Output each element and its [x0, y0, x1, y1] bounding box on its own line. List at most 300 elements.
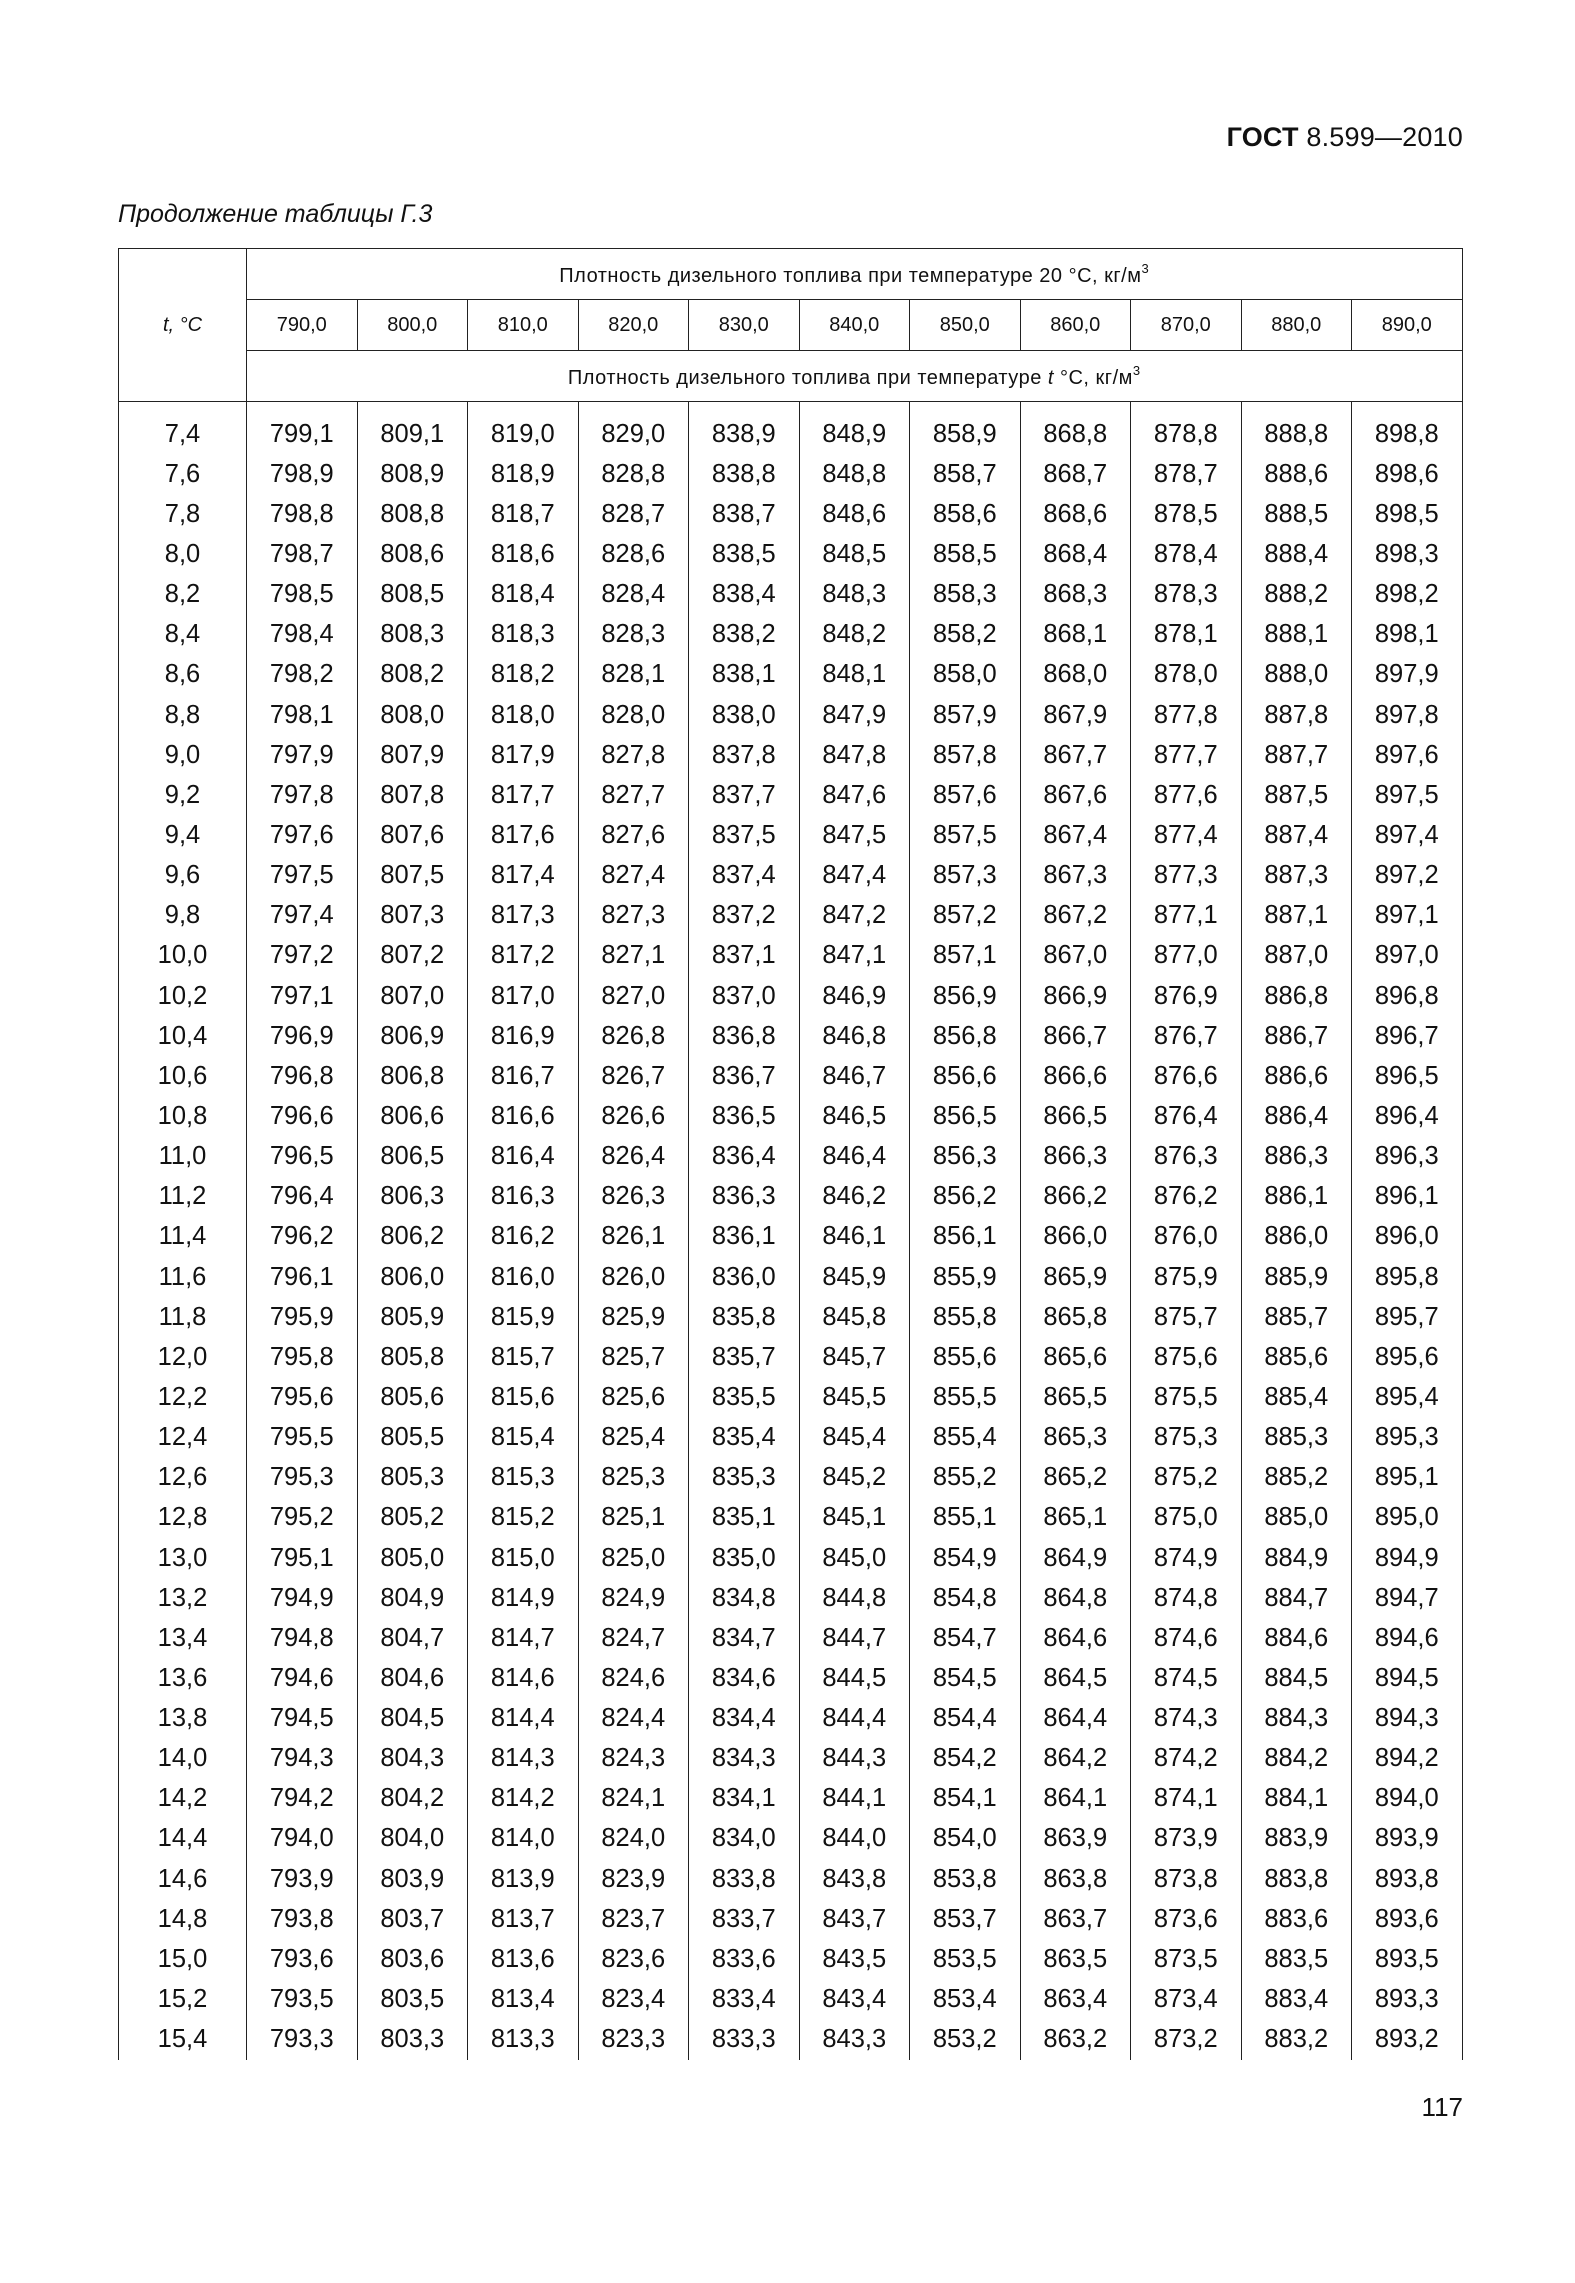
temperature-cell: 14,4: [119, 1819, 247, 1859]
temperature-cell: 12,8: [119, 1498, 247, 1538]
row-header-temperature: t, °C: [119, 249, 247, 402]
table-row: [119, 1939, 1463, 1979]
table-body: [119, 402, 1463, 2060]
density-cell: 863,9: [1020, 1819, 1131, 1859]
density-cell: 856,6: [910, 1056, 1021, 1096]
density-cell: 845,1: [799, 1498, 910, 1538]
density-cell: 893,3: [1352, 1979, 1463, 2019]
density-cell: 815,9: [468, 1297, 579, 1337]
density-cell: 847,9: [799, 695, 910, 735]
temperature-cell: 12,0: [119, 1337, 247, 1377]
bottom-header-post: °С, кг/м: [1053, 366, 1133, 389]
density-cell: 816,7: [468, 1056, 579, 1096]
table-row: [119, 414, 1463, 454]
density-cell: 896,5: [1352, 1056, 1463, 1096]
density-cell: 826,1: [578, 1217, 689, 1257]
density-cell: 878,7: [1131, 454, 1242, 494]
density-cell: 883,4: [1241, 1979, 1352, 2019]
density-cell: 814,2: [468, 1779, 579, 1819]
table-row: [119, 1779, 1463, 1819]
density-cell: 865,3: [1020, 1418, 1131, 1458]
density-cell: 874,1: [1131, 1779, 1242, 1819]
density-cell: 794,8: [247, 1618, 358, 1658]
density-cell: 795,3: [247, 1458, 358, 1498]
density-cell: 855,8: [910, 1297, 1021, 1337]
density-cell: 888,6: [1241, 454, 1352, 494]
temperature-cell: 14,6: [119, 1859, 247, 1899]
density-cell: 896,0: [1352, 1217, 1463, 1257]
density-cell: 845,8: [799, 1297, 910, 1337]
density-cell: 804,0: [357, 1819, 468, 1859]
density-cell: 814,3: [468, 1739, 579, 1779]
column-header: 870,0: [1131, 300, 1242, 351]
density-cell: 847,6: [799, 775, 910, 815]
density-cell: 855,2: [910, 1458, 1021, 1498]
density-cell: 895,7: [1352, 1297, 1463, 1337]
table-row: [119, 1859, 1463, 1899]
density-cell: 814,7: [468, 1618, 579, 1658]
density-cell: 803,6: [357, 1939, 468, 1979]
density-cell: 874,3: [1131, 1699, 1242, 1739]
density-cell: 823,3: [578, 2020, 689, 2060]
density-cell: 866,7: [1020, 1016, 1131, 1056]
density-cell: 796,9: [247, 1016, 358, 1056]
temperature-cell: 7,6: [119, 454, 247, 494]
density-cell: 867,9: [1020, 695, 1131, 735]
density-cell: 826,4: [578, 1137, 689, 1177]
table-row: [119, 1979, 1463, 2019]
temperature-cell: 13,8: [119, 1699, 247, 1739]
temperature-cell: 8,8: [119, 695, 247, 735]
density-cell: 836,4: [689, 1137, 800, 1177]
density-cell: 866,5: [1020, 1096, 1131, 1136]
density-cell: 886,6: [1241, 1056, 1352, 1096]
density-cell: 834,6: [689, 1658, 800, 1698]
density-cell: 865,8: [1020, 1297, 1131, 1337]
table-row: [119, 1137, 1463, 1177]
density-cell: 877,0: [1131, 936, 1242, 976]
density-cell: 824,0: [578, 1819, 689, 1859]
density-cell: 853,2: [910, 2020, 1021, 2060]
density-cell: 837,1: [689, 936, 800, 976]
density-cell: 848,9: [799, 414, 910, 454]
density-cell: 826,7: [578, 1056, 689, 1096]
density-cell: 793,8: [247, 1899, 358, 1939]
density-cell: 817,7: [468, 775, 579, 815]
density-cell: 877,3: [1131, 856, 1242, 896]
density-cell: 814,6: [468, 1658, 579, 1698]
density-cell: 885,4: [1241, 1377, 1352, 1417]
density-cell: 795,1: [247, 1538, 358, 1578]
density-cell: 887,4: [1241, 815, 1352, 855]
temperature-cell: 9,0: [119, 735, 247, 775]
density-cell: 807,2: [357, 936, 468, 976]
density-cell: 814,4: [468, 1699, 579, 1739]
temperature-cell: 10,4: [119, 1016, 247, 1056]
temperature-cell: 12,2: [119, 1377, 247, 1417]
density-cell: 894,7: [1352, 1578, 1463, 1618]
density-cell: 825,0: [578, 1538, 689, 1578]
table-row: [119, 896, 1463, 936]
temperature-cell: 15,2: [119, 1979, 247, 2019]
density-cell: 847,8: [799, 735, 910, 775]
density-cell: 856,5: [910, 1096, 1021, 1136]
density-cell: 853,4: [910, 1979, 1021, 2019]
density-cell: 837,2: [689, 896, 800, 936]
density-cell: 795,5: [247, 1418, 358, 1458]
column-header: 850,0: [910, 300, 1021, 351]
density-cell: 835,1: [689, 1498, 800, 1538]
density-cell: 794,0: [247, 1819, 358, 1859]
table-row: [119, 575, 1463, 615]
density-cell: 898,6: [1352, 454, 1463, 494]
temperature-cell: 11,2: [119, 1177, 247, 1217]
density-cell: 843,4: [799, 1979, 910, 2019]
density-cell: 858,2: [910, 615, 1021, 655]
density-cell: 876,6: [1131, 1056, 1242, 1096]
density-cell: 864,1: [1020, 1779, 1131, 1819]
density-cell: 846,2: [799, 1177, 910, 1217]
density-cell: 835,5: [689, 1377, 800, 1417]
density-cell: 857,2: [910, 896, 1021, 936]
density-cell: 827,7: [578, 775, 689, 815]
density-cell: 808,3: [357, 615, 468, 655]
temperature-cell: 13,0: [119, 1538, 247, 1578]
density-cell: 795,8: [247, 1337, 358, 1377]
table-row: [119, 1257, 1463, 1297]
density-cell: 875,9: [1131, 1257, 1242, 1297]
density-cell: 877,1: [1131, 896, 1242, 936]
density-cell: 806,5: [357, 1137, 468, 1177]
table-row: [119, 454, 1463, 494]
density-cell: 824,1: [578, 1779, 689, 1819]
density-cell: 798,5: [247, 575, 358, 615]
top-header-sup: 3: [1141, 260, 1150, 276]
density-cell: 794,2: [247, 1779, 358, 1819]
table-row: [119, 856, 1463, 896]
density-cell: 805,2: [357, 1498, 468, 1538]
column-header: 790,0: [247, 300, 358, 351]
density-cell: 845,5: [799, 1377, 910, 1417]
density-cell: 828,8: [578, 454, 689, 494]
density-cell: 897,6: [1352, 735, 1463, 775]
density-cell: 865,6: [1020, 1337, 1131, 1377]
density-cell: 866,3: [1020, 1137, 1131, 1177]
density-cell: 884,2: [1241, 1739, 1352, 1779]
density-cell: 854,8: [910, 1578, 1021, 1618]
density-cell: 835,0: [689, 1538, 800, 1578]
density-cell: 828,4: [578, 575, 689, 615]
density-cell: 848,3: [799, 575, 910, 615]
table-caption: Продолжение таблицы Г.3: [118, 200, 433, 228]
density-cell: 846,7: [799, 1056, 910, 1096]
density-cell: 876,4: [1131, 1096, 1242, 1136]
temperature-cell: 11,0: [119, 1137, 247, 1177]
density-cell: 815,4: [468, 1418, 579, 1458]
density-cell: 803,5: [357, 1979, 468, 2019]
density-cell: 807,9: [357, 735, 468, 775]
density-cell: 894,5: [1352, 1658, 1463, 1698]
density-cell: 814,9: [468, 1578, 579, 1618]
density-cell: 895,8: [1352, 1257, 1463, 1297]
density-cell: 844,3: [799, 1739, 910, 1779]
density-cell: 806,2: [357, 1217, 468, 1257]
density-cell: 823,4: [578, 1979, 689, 2019]
temperature-cell: 13,2: [119, 1578, 247, 1618]
density-cell: 803,7: [357, 1899, 468, 1939]
temperature-cell: 10,8: [119, 1096, 247, 1136]
density-cell: 796,6: [247, 1096, 358, 1136]
density-cell: 823,9: [578, 1859, 689, 1899]
density-cell: 825,3: [578, 1458, 689, 1498]
density-cell: 829,0: [578, 414, 689, 454]
density-cell: 887,7: [1241, 735, 1352, 775]
density-cell: 873,9: [1131, 1819, 1242, 1859]
table-row: [119, 1217, 1463, 1257]
density-cell: 838,8: [689, 454, 800, 494]
top-header: [247, 249, 1463, 300]
density-cell: 793,6: [247, 1939, 358, 1979]
table-row: [119, 1096, 1463, 1136]
density-cell: 827,4: [578, 856, 689, 896]
density-cell: 837,7: [689, 775, 800, 815]
density-cell: 878,0: [1131, 655, 1242, 695]
temperature-cell: 9,8: [119, 896, 247, 936]
density-cell: 805,8: [357, 1337, 468, 1377]
density-cell: 797,8: [247, 775, 358, 815]
density-cell: 797,1: [247, 976, 358, 1016]
table-row: [119, 615, 1463, 655]
temperature-cell: 14,8: [119, 1899, 247, 1939]
density-cell: 856,3: [910, 1137, 1021, 1177]
density-cell: 823,6: [578, 1939, 689, 1979]
density-cell: 838,9: [689, 414, 800, 454]
density-cell: 813,7: [468, 1899, 579, 1939]
density-cell: 827,3: [578, 896, 689, 936]
density-cell: 867,4: [1020, 815, 1131, 855]
table-row: [119, 936, 1463, 976]
density-cell: 867,7: [1020, 735, 1131, 775]
density-cell: 846,4: [799, 1137, 910, 1177]
density-cell: 887,5: [1241, 775, 1352, 815]
density-cell: 796,8: [247, 1056, 358, 1096]
density-cell: 885,3: [1241, 1418, 1352, 1458]
density-cell: 834,0: [689, 1819, 800, 1859]
density-cell: 809,1: [357, 414, 468, 454]
bottom-header-pre: Плотность дизельного топлива при температуре: [567, 366, 1048, 389]
density-cell: 807,5: [357, 856, 468, 896]
density-cell: 878,5: [1131, 494, 1242, 534]
density-cell: 873,6: [1131, 1899, 1242, 1939]
density-cell: 887,8: [1241, 695, 1352, 735]
density-cell: 818,2: [468, 655, 579, 695]
density-cell: 886,3: [1241, 1137, 1352, 1177]
density-cell: 886,4: [1241, 1096, 1352, 1136]
density-cell: 885,2: [1241, 1458, 1352, 1498]
density-cell: 858,3: [910, 575, 1021, 615]
density-cell: 819,0: [468, 414, 579, 454]
density-cell: 808,2: [357, 655, 468, 695]
density-cell: 875,2: [1131, 1458, 1242, 1498]
density-cell: 827,6: [578, 815, 689, 855]
density-cell: 896,8: [1352, 976, 1463, 1016]
density-cell: 874,5: [1131, 1658, 1242, 1698]
density-cell: 868,3: [1020, 575, 1131, 615]
density-cell: 858,9: [910, 414, 1021, 454]
density-cell: 835,7: [689, 1337, 800, 1377]
table-row: [119, 1538, 1463, 1578]
density-cell: 808,6: [357, 534, 468, 574]
column-header: 840,0: [799, 300, 910, 351]
density-cell: 854,5: [910, 1658, 1021, 1698]
density-cell: 898,3: [1352, 534, 1463, 574]
density-cell: 805,6: [357, 1377, 468, 1417]
density-cell: 798,4: [247, 615, 358, 655]
top-header-text: Плотность дизельного топлива при температуре 20 °С, кг/м: [559, 264, 1142, 287]
density-cell: 805,5: [357, 1418, 468, 1458]
density-cell: 818,3: [468, 615, 579, 655]
density-cell: 853,7: [910, 1899, 1021, 1939]
density-cell: 894,3: [1352, 1699, 1463, 1739]
density-cell: 855,9: [910, 1257, 1021, 1297]
temperature-cell: 11,4: [119, 1217, 247, 1257]
density-cell: 863,7: [1020, 1899, 1131, 1939]
density-cell: 885,0: [1241, 1498, 1352, 1538]
density-cell: 805,0: [357, 1538, 468, 1578]
density-cell: 887,1: [1241, 896, 1352, 936]
temperature-cell: 13,6: [119, 1658, 247, 1698]
header-gap: [119, 402, 1463, 415]
density-cell: 873,5: [1131, 1939, 1242, 1979]
table-row: [119, 976, 1463, 1016]
density-cell: 884,1: [1241, 1779, 1352, 1819]
density-cell: 867,3: [1020, 856, 1131, 896]
density-cell: 797,9: [247, 735, 358, 775]
density-cell: 874,8: [1131, 1578, 1242, 1618]
density-cell: 843,8: [799, 1859, 910, 1899]
temperature-cell: 10,6: [119, 1056, 247, 1096]
density-cell: 803,9: [357, 1859, 468, 1899]
table-row: [119, 1458, 1463, 1498]
density-cell: 807,0: [357, 976, 468, 1016]
density-cell: 857,3: [910, 856, 1021, 896]
density-cell: 887,3: [1241, 856, 1352, 896]
density-cell: 846,8: [799, 1016, 910, 1056]
density-cell: 835,3: [689, 1458, 800, 1498]
temperature-cell: 9,4: [119, 815, 247, 855]
temperature-cell: 7,4: [119, 414, 247, 454]
density-cell: 855,6: [910, 1337, 1021, 1377]
table-row: [119, 655, 1463, 695]
temperature-cell: 15,0: [119, 1939, 247, 1979]
density-cell: 886,7: [1241, 1016, 1352, 1056]
density-cell: 816,9: [468, 1016, 579, 1056]
density-cell: 794,6: [247, 1658, 358, 1698]
density-cell: 836,5: [689, 1096, 800, 1136]
density-cell: 884,6: [1241, 1618, 1352, 1658]
density-cell: 844,7: [799, 1618, 910, 1658]
density-cell: 804,3: [357, 1739, 468, 1779]
density-cell: 884,3: [1241, 1699, 1352, 1739]
density-cell: 893,9: [1352, 1819, 1463, 1859]
bottom-header-var: t: [1047, 366, 1054, 389]
density-cell: 815,0: [468, 1538, 579, 1578]
density-cell: 865,5: [1020, 1377, 1131, 1417]
density-cell: 896,7: [1352, 1016, 1463, 1056]
density-cell: 848,1: [799, 655, 910, 695]
density-cell: 826,0: [578, 1257, 689, 1297]
density-cell: 868,7: [1020, 454, 1131, 494]
density-cell: 864,5: [1020, 1658, 1131, 1698]
temperature-cell: 12,6: [119, 1458, 247, 1498]
density-cell: 854,0: [910, 1819, 1021, 1859]
density-cell: 824,6: [578, 1658, 689, 1698]
table-row: [119, 534, 1463, 574]
density-cell: 877,8: [1131, 695, 1242, 735]
density-cell: 797,4: [247, 896, 358, 936]
table-row: [119, 735, 1463, 775]
density-cell: 835,8: [689, 1297, 800, 1337]
density-cell: 888,5: [1241, 494, 1352, 534]
density-cell: 833,4: [689, 1979, 800, 2019]
density-cell: 798,7: [247, 534, 358, 574]
density-cell: 807,6: [357, 815, 468, 855]
density-cell: 827,8: [578, 735, 689, 775]
bottom-header: [247, 351, 1463, 402]
density-cell: 866,9: [1020, 976, 1131, 1016]
density-cell: 817,6: [468, 815, 579, 855]
density-cell: 857,1: [910, 936, 1021, 976]
density-cell: 796,4: [247, 1177, 358, 1217]
density-cell: 857,8: [910, 735, 1021, 775]
density-cell: 878,3: [1131, 575, 1242, 615]
density-cell: 864,4: [1020, 1699, 1131, 1739]
density-cell: 884,7: [1241, 1578, 1352, 1618]
density-cell: 844,4: [799, 1699, 910, 1739]
density-cell: 828,7: [578, 494, 689, 534]
density-cell: 878,1: [1131, 615, 1242, 655]
density-cell: 868,1: [1020, 615, 1131, 655]
density-cell: 895,6: [1352, 1337, 1463, 1377]
density-cell: 867,6: [1020, 775, 1131, 815]
density-cell: 854,4: [910, 1699, 1021, 1739]
density-cell: 883,9: [1241, 1819, 1352, 1859]
temperature-cell: 11,6: [119, 1257, 247, 1297]
density-cell: 844,1: [799, 1779, 910, 1819]
density-cell: 885,6: [1241, 1337, 1352, 1377]
density-cell: 897,5: [1352, 775, 1463, 815]
column-header: 890,0: [1352, 300, 1463, 351]
table-row: [119, 1297, 1463, 1337]
table-row: [119, 1819, 1463, 1859]
column-header: 810,0: [468, 300, 579, 351]
density-cell: 895,3: [1352, 1418, 1463, 1458]
density-cell: 873,8: [1131, 1859, 1242, 1899]
density-cell: 836,0: [689, 1257, 800, 1297]
density-cell: 857,5: [910, 815, 1021, 855]
density-cell: 897,1: [1352, 896, 1463, 936]
density-cell: 854,9: [910, 1538, 1021, 1578]
density-cell: 848,8: [799, 454, 910, 494]
density-cell: 888,1: [1241, 615, 1352, 655]
density-cell: 886,0: [1241, 1217, 1352, 1257]
density-cell: 855,1: [910, 1498, 1021, 1538]
density-cell: 806,0: [357, 1257, 468, 1297]
density-cell: 873,2: [1131, 2020, 1242, 2060]
density-cell: 883,6: [1241, 1899, 1352, 1939]
density-cell: 833,8: [689, 1859, 800, 1899]
density-cell: 853,8: [910, 1859, 1021, 1899]
